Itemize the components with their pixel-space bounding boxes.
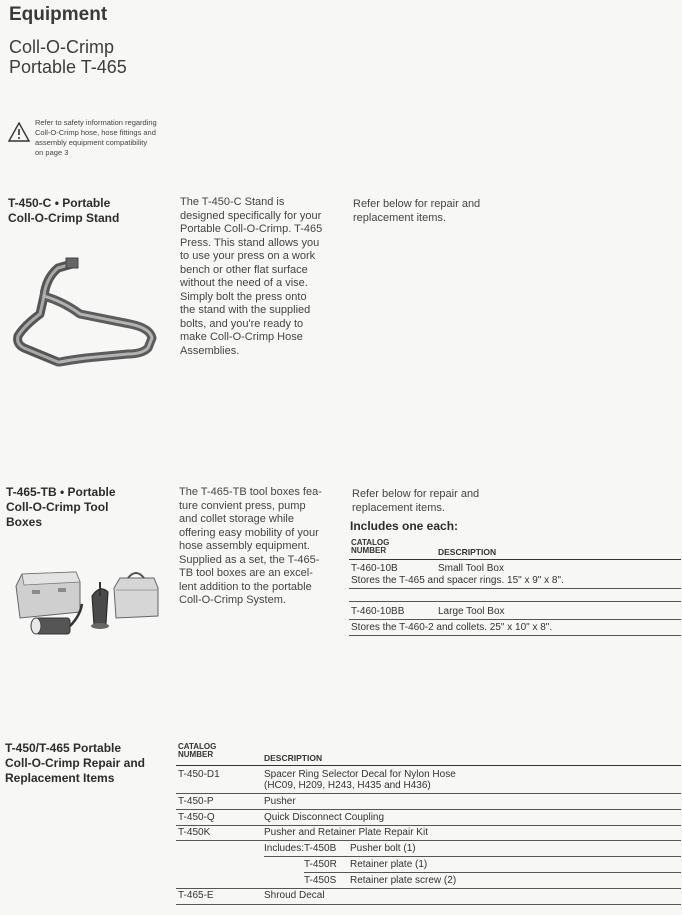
toolbox-row-rule [349, 619, 681, 620]
repair-title-line2: Coll-O-Crimp Repair and [5, 756, 146, 770]
toolbox-description-line: Coll-O-Crimp System. [179, 594, 286, 606]
repair-include-number: T-450R [304, 859, 337, 870]
repair-row-rule [176, 793, 681, 794]
stand-title-line2: Coll-O-Crimp Stand [8, 211, 120, 225]
toolbox-description-line: ture convient press, pump [179, 499, 306, 512]
category-heading: Equipment [9, 4, 108, 25]
toolbox-item-name: Large Tool Box [438, 606, 505, 617]
stand-description-line: designed specifically for your [180, 209, 322, 222]
stand-title [8, 196, 119, 226]
toolbox-row-rule [349, 601, 681, 602]
repair-row-rule [176, 888, 681, 889]
repair-includes-label: Includes: [264, 843, 305, 854]
toolbox-title-rest: • Portable [56, 485, 116, 499]
repair-include-number: T-450S [304, 875, 337, 886]
toolbox-item-detail: Stores the T-460-2 and collets. 25" x 10" x 8". [351, 622, 553, 633]
repair-row-number: T-450K [178, 827, 211, 838]
toolbox-item-number: T-460-10B [351, 563, 398, 574]
stand-image [10, 256, 160, 368]
stand-description-line: The T-450-C Stand is [180, 196, 285, 208]
toolbox-refer-line: replacement items. [352, 501, 445, 514]
toolbox-description-line: hose assembly equipment. [179, 540, 310, 552]
repair-row-number: T-450-Q [178, 812, 215, 823]
repair-title-line3: Replacement Items [5, 771, 115, 785]
stand-description-line: bench or other flat surface [180, 263, 308, 276]
toolbox-table-header-rule [349, 559, 681, 560]
stand-description-line: without the need of a vise. [180, 277, 308, 289]
page-title-line2: Portable T-465 [9, 57, 127, 77]
stand-part-number: T-450-C [8, 196, 52, 210]
catalog-header-line: NUMBER [178, 750, 214, 759]
toolbox-title-line3: Boxes [6, 515, 43, 529]
stand-description-line: bolts, and you're ready to [180, 317, 304, 330]
repair-include-description: Retainer plate (1) [350, 859, 428, 870]
stand-description-line: Assemblies. [180, 344, 240, 357]
toolbox-description-line: TB tool boxes are an excel- [179, 567, 313, 579]
repair-description-header: DESCRIPTION [264, 753, 323, 763]
repair-row-description-2: (HC09, H209, H243, H435 and H436) [264, 780, 431, 791]
toolbox-includes-title: Includes one each: [350, 519, 459, 533]
catalog-header-line: NUMBER [351, 546, 387, 555]
repair-row-description: Shroud Decal [264, 890, 325, 901]
repair-title-line1: T-450/T-465 Portable [5, 741, 122, 755]
toolbox-row-rule [349, 635, 681, 636]
stand-description [180, 196, 345, 358]
toolbox-title [6, 485, 116, 530]
repair-row-number: T-450-P [178, 796, 214, 807]
repair-include-number: T-450B [304, 843, 337, 854]
repair-row-description: Pusher [264, 796, 296, 807]
stand-title-rest: • Portable [51, 196, 111, 210]
toolbox-row-rule [349, 588, 681, 589]
stand-description-line: the stand with the supplied [180, 304, 311, 316]
stand-description-line: Portable Coll-O-Crimp. T-465 [180, 223, 323, 235]
toolbox-description-line: The T-465-TB tool boxes fea- [179, 486, 322, 498]
safety-note-line: on page 3 [35, 148, 69, 157]
toolbox-item-name: Small Tool Box [438, 563, 504, 574]
toolbox-image [14, 568, 160, 642]
toolbox-item-detail: Stores the T-465 and spacer rings. 15" x 9" x 8". [351, 575, 564, 586]
catalog-header-line: CATALOG [351, 538, 390, 547]
toolbox-part-number: T-465-TB [6, 485, 57, 499]
repair-table-header-rule [176, 765, 681, 766]
toolbox-description-line: offering easy mobility of your [179, 526, 319, 539]
toolbox-description-header: DESCRIPTION [438, 547, 497, 557]
page-title-line1: Coll-O-Crimp [9, 37, 114, 57]
warning-triangle-icon [8, 122, 30, 142]
repair-include-description: Pusher bolt (1) [350, 843, 416, 854]
page-title [9, 37, 127, 77]
repair-row-rule [176, 840, 681, 841]
safety-note-line: Coll-O-Crimp hose, hose fittings and [35, 128, 156, 137]
toolbox-catalog-header [351, 539, 389, 555]
toolbox-refer-note [352, 488, 552, 515]
toolbox-title-line2: Coll-O-Crimp Tool [6, 500, 109, 514]
stand-refer-line: replacement items. [353, 211, 446, 224]
repair-row-rule [264, 856, 681, 857]
repair-row-description: Quick Disconnect Coupling [264, 812, 385, 823]
safety-note-text [35, 118, 185, 158]
repair-row-number: T-465-E [178, 890, 214, 901]
toolbox-item-number: T-460-10BB [351, 606, 405, 617]
repair-row-rule [304, 872, 681, 873]
catalog-header-line: CATALOG [178, 742, 217, 751]
repair-include-description: Retainer plate screw (2) [350, 875, 457, 886]
stand-description-line: Press. This stand allows you [180, 236, 320, 249]
repair-catalog-header [178, 743, 216, 759]
toolbox-description-line: and collet storage while [179, 513, 294, 525]
stand-description-line: make Coll-O-Crimp Hose [180, 331, 303, 343]
stand-refer-note [353, 198, 553, 225]
safety-note-line: Refer to safety information regarding [35, 118, 157, 127]
stand-description-line: Simply bolt the press onto [180, 290, 307, 303]
repair-row-description: Pusher and Retainer Plate Repair Kit [264, 827, 428, 838]
repair-title [5, 741, 145, 786]
stand-refer-line: Refer below for repair and [353, 198, 481, 210]
stand-description-line: to use your press on a work [180, 250, 316, 262]
toolbox-description [179, 486, 349, 608]
toolbox-description-line: lent addition to the portable [179, 580, 312, 593]
repair-row-number: T-450-D1 [178, 769, 220, 780]
repair-row-rule [176, 904, 681, 905]
repair-row-rule [176, 809, 681, 810]
safety-note-line: assembly equipment compatibility [35, 138, 148, 147]
toolbox-description-line: Supplied as a set, the T-465- [179, 553, 320, 566]
repair-row-description: Spacer Ring Selector Decal for Nylon Hose [264, 769, 456, 780]
repair-row-rule [176, 825, 681, 826]
toolbox-refer-line: Refer below for repair and [352, 488, 480, 500]
